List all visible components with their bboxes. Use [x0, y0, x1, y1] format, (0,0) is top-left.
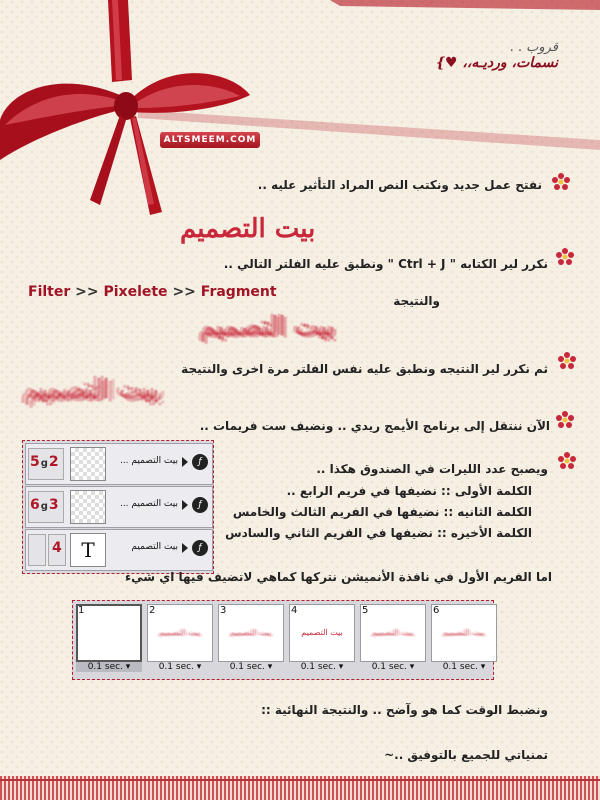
filter-path-sep: >> — [75, 284, 99, 300]
frame-number: 4 — [291, 605, 298, 616]
layer-frame-cell — [28, 534, 46, 566]
layer-row[interactable] — [25, 529, 213, 571]
step-1-text: نفتح عمل جديد ونكتب النص المراد التأثير عليه .. — [257, 178, 542, 192]
layer-name: بيت التصميم — [131, 542, 178, 552]
animation-frame[interactable] — [360, 604, 426, 676]
frame-number: 6 — [433, 605, 440, 616]
closing-text: تمنياتي للجميع بالتوفيق ..~ — [384, 748, 548, 762]
expand-arrow-icon[interactable] — [182, 457, 188, 467]
layer-frame-numbers — [30, 454, 59, 470]
layer-frame-numbers — [52, 540, 62, 556]
frame-delay-dropdown[interactable]: 0.1 sec. ▾ — [300, 662, 344, 672]
site-badge: ALTSMEEM.COM — [160, 132, 260, 148]
frame-preview — [76, 604, 142, 662]
flower-bullet-icon — [556, 248, 574, 266]
step-7-text: ونضبط الوقت كما هو وآضح .. والنتيجة النهائية :: — [261, 703, 548, 717]
flower-bullet-icon — [558, 452, 576, 470]
layer-row[interactable] — [25, 486, 213, 528]
layer-frame-numbers — [30, 497, 59, 513]
filter-path-pixelate: Pixelete — [103, 284, 168, 300]
frame-number: 2 — [149, 605, 156, 616]
layer-frame-number: 2 — [48, 454, 59, 470]
frame-word: بيت التصميم — [443, 628, 485, 637]
result-label: والنتيجة — [393, 294, 440, 308]
animation-frame[interactable] — [147, 604, 213, 676]
frame-delay-dropdown[interactable]: 0.1 sec. ▾ — [371, 662, 415, 672]
layer-effects-icon[interactable]: ƒ — [192, 454, 208, 470]
animation-frame[interactable] — [76, 604, 142, 676]
animation-frame[interactable] — [218, 604, 284, 676]
layer-frame-sep: g — [40, 458, 48, 469]
layer-frame-number: 5 — [30, 454, 40, 470]
filter-path-fragment: Fragment — [200, 284, 277, 300]
layer-name: بيت التصميم ... — [119, 499, 178, 509]
layer-effects-icon[interactable]: ƒ — [192, 497, 208, 513]
frame-word: بيت التصميم — [301, 628, 343, 637]
frame-delay-dropdown[interactable]: 0.1 sec. ▾ — [229, 662, 273, 672]
layers-panel — [22, 440, 214, 574]
frame-delay-dropdown[interactable]: 0.1 sec. ▾ — [158, 662, 202, 672]
step-5-line-3: الكلمة الأخيره :: نضيفها في الفريم الثاني والسادس — [225, 526, 532, 540]
expand-arrow-icon[interactable] — [182, 500, 188, 510]
flower-bullet-icon — [558, 352, 576, 370]
step-4-text: الآن ننتقل إلى برنامج الأيمج ريدي .. ونضيف ست فريمات .. — [199, 419, 550, 433]
step-6-text: اما الفريم الأول في نافذة الأنميشن نتركها كماهي لاتضيف فيها اي شيء — [124, 570, 552, 584]
filter-path-filter: Filter — [28, 284, 71, 300]
demo-word-pixelated-1: بيت التصميم — [200, 312, 336, 342]
signature-line-1: قروب . . — [509, 40, 558, 55]
bottom-lace-border — [0, 776, 600, 800]
layer-name: بيت التصميم ... — [119, 456, 178, 466]
frame-number: 1 — [78, 605, 85, 616]
step-5-line-2: الكلمة الثانيه :: نضيفها في الفريم الثالث والخامس — [232, 505, 532, 519]
animation-frame[interactable] — [431, 604, 497, 676]
group-signature — [428, 40, 558, 71]
frame-number: 5 — [362, 605, 369, 616]
demo-word-original: بيت التصميم — [180, 214, 316, 244]
layer-effects-icon[interactable]: ƒ — [192, 540, 208, 556]
flower-bullet-icon — [552, 173, 570, 191]
frame-delay-dropdown[interactable]: 0.1 sec. ▾ — [76, 662, 142, 672]
step-5-line-1: الكلمة الأولى :: نضيفها في فريم الرابع .. — [286, 484, 532, 498]
text-layer-thumbnail: T — [70, 533, 106, 567]
frame-word: بيت التصميم — [230, 628, 272, 637]
layer-frame-number: 6 — [30, 497, 40, 513]
step-5-title: ويصبح عدد الليرات في الصندوق هكذا .. — [316, 462, 548, 476]
layer-row[interactable] — [25, 443, 213, 485]
expand-arrow-icon[interactable] — [182, 543, 188, 553]
demo-word-pixelated-2: بيت التصميم — [24, 375, 160, 405]
animation-frames-panel — [72, 600, 494, 680]
filter-path-sep: >> — [172, 284, 196, 300]
flower-bullet-icon — [556, 411, 574, 429]
layer-thumbnail — [70, 447, 106, 481]
frame-delay-dropdown[interactable]: 0.1 sec. ▾ — [442, 662, 486, 672]
layer-frame-number: 3 — [48, 497, 59, 513]
frame-word: بيت التصميم — [159, 628, 201, 637]
layer-frame-number: 4 — [52, 540, 62, 556]
step-3-text: ثم نكرر لير النتيجه ونطبق عليه نفس الفلتر مرة اخرى والنتيجة — [181, 362, 548, 376]
animation-frame[interactable] — [289, 604, 355, 676]
filter-path — [28, 284, 277, 300]
layer-frame-sep: g — [40, 501, 48, 512]
frame-number: 3 — [220, 605, 227, 616]
frame-word: بيت التصميم — [372, 628, 414, 637]
step-2-text: نكرر لير الكتابه " Ctrl + J " ونطبق عليه الفلتر التالي .. — [223, 257, 548, 271]
layer-thumbnail — [70, 490, 106, 524]
signature-line-2: نسمات، ورديـه،، ♥} — [435, 55, 558, 71]
